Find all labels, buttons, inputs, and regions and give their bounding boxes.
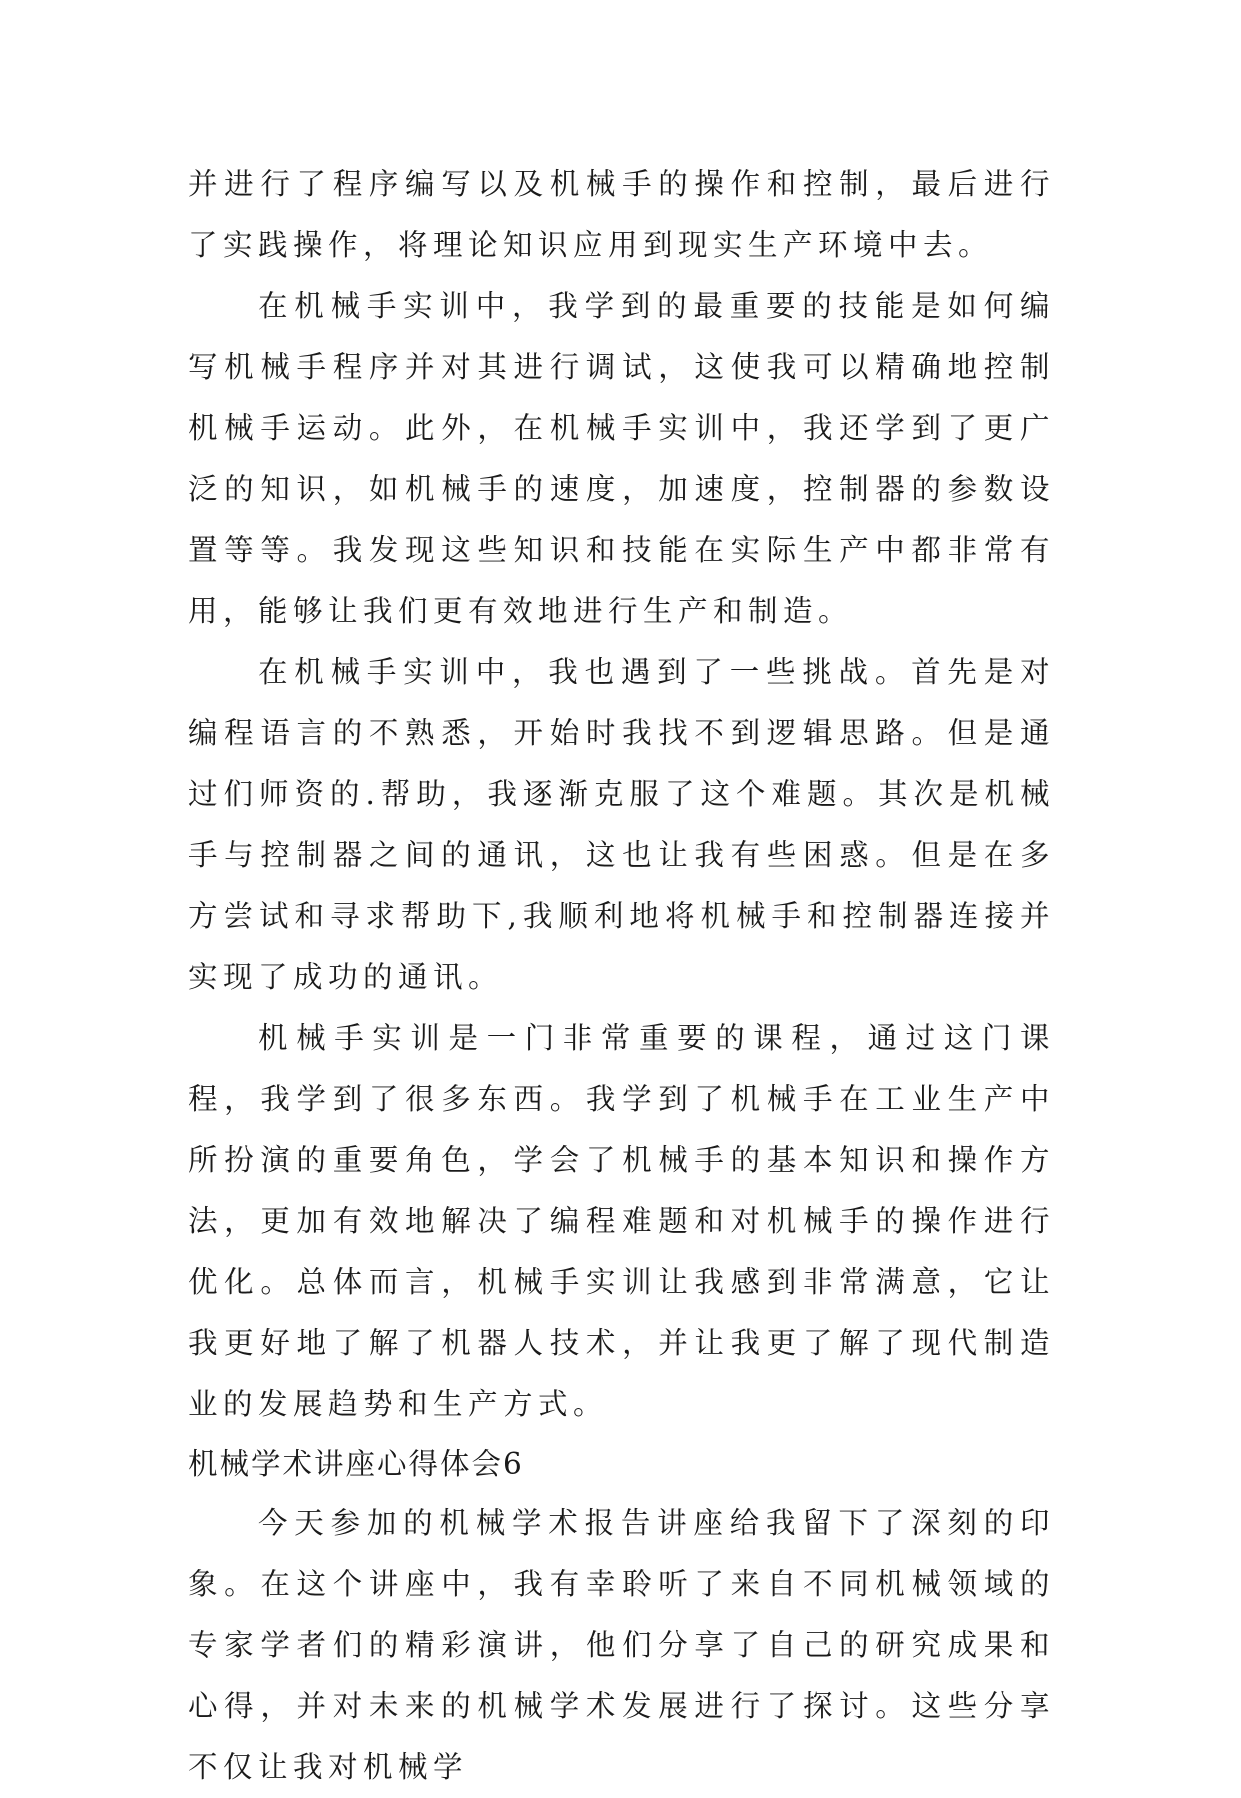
paragraph-1: 并进行了程序编写以及机械手的操作和控制，最后进行了实践操作，将理论知识应用到现实生产环境中去。 <box>188 167 1055 262</box>
paragraph-4: 机械手实训是一门非常重要的课程，通过这门课程，我学到了很多东西。我学到了机械手在工业生产中所扮演的重要角色，学会了机械手的基本知识和操作方法，更加有效地解决了编程难题和对机械手的操作进行优化。总体而言，机械手实训让我感到非常满意，它让我更好地了解了机器人技术，并让我更了解了现代制造业的发展趋势和生产方式。 <box>188 1021 1055 1421</box>
paragraph-2: 在机械手实训中，我学到的最重要的技能是如何编写机械手程序并对其进行调试，这使我可以精确地控制机械手运动。此外，在机械手实训中，我还学到了更广泛的知识，如机械手的速度，加速度，控制器的参数设置等等。我发现这些知识和技能在实际生产中都非常有用，能够让我们更有效地进行生产和制造。 <box>188 289 1055 628</box>
paragraph-3: 在机械手实训中，我也遇到了一些挑战。首先是对编程语言的不熟悉，开始时我找不到逻辑思路。但是通过们师资的.帮助，我逐渐克服了这个难题。其次是机械手与控制器之间的通讯，这也让我有些困惑。但是在多方尝试和寻求帮助下,我顺利地将机械手和控制器连接并实现了成功的通讯。 <box>188 655 1055 994</box>
document-body <box>188 154 1055 1798</box>
section-heading: 机械学术讲座心得体会6 <box>188 1447 524 1481</box>
paragraph-5: 今天参加的机械学术报告讲座给我留下了深刻的印象。在这个讲座中，我有幸聆听了来自不同机械领域的专家学者们的精彩演讲，他们分享了自己的研究成果和心得，并对未来的机械学术发展进行了探讨。这些分享不仅让我对机械学 <box>188 1506 1055 1784</box>
